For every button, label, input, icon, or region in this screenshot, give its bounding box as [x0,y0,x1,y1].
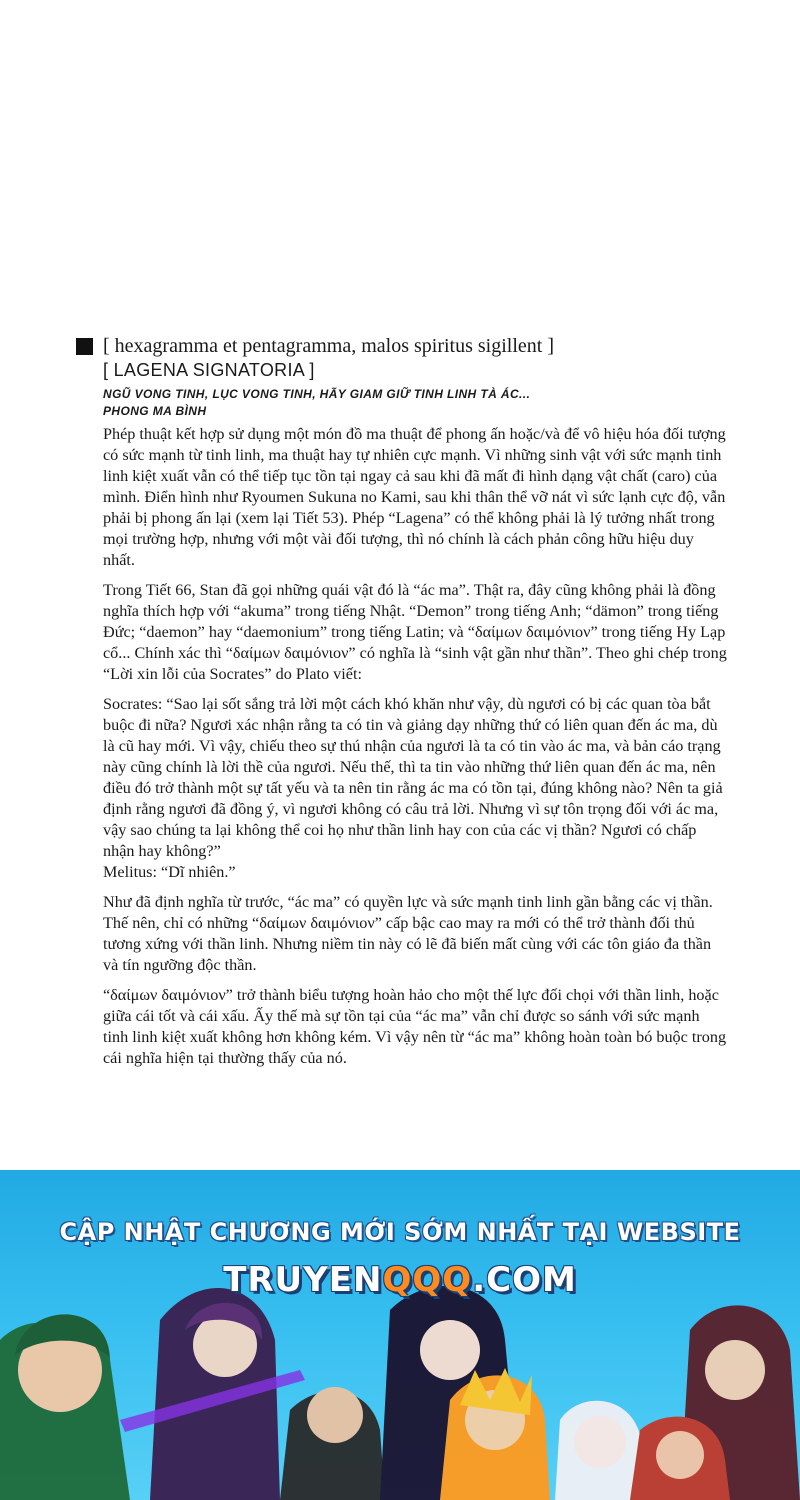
paragraph: Như đã định nghĩa từ trước, “ác ma” có quyền lực và sức mạnh tinh linh gần bằng các vị thần. Thế nên, chỉ có những “δαίμων δαιμόνιον” cấp bậc cao may ra mới có thể trở thành đối thủ tương xứng với thần linh. Nhưng niềm tin này có lẽ đã biến mất cùng với các tôn giáo đa thần và tín ngưỡng độc thần. [103,893,713,974]
paragraph: Trong Tiết 66, Stan đã gọi những quái vật đó là “ác ma”. Thật ra, đây cũng không phải là đồng nghĩa thích hợp với “akuma” trong tiếng Nhật. “Demon” trong tiếng Anh; “dämon” trong tiếng Đức; “daemon” hay “daemonium” trong tiếng Latin; và “δαίμων δαιμόνιον” trong tiếng Hy Lạp cổ... Chính xác thì “δαίμων δαιμόνιον” có nghĩa là “sinh vật gần như thần”. Theo ghi chép trong “Lời xin lỗi của Socrates” do Plato viết: [103,581,727,683]
note-heading [76,334,728,358]
paragraph: “δαίμων δαιμόνιον” trở thành biểu tượng hoàn hảo cho một thế lực đối chọi với thần linh, hoặc giữa cái tốt và cái xấu. Ấy thế mà sự tồn tại của “ác ma” vẫn chỉ được so sánh với sức mạnh tinh linh kiệt xuất không hơn không kém. Vì vậy nên từ “ác ma” không hoàn toàn bó buộc trong cái nghĩa hiện tại thường thấy của nó. [103,986,727,1067]
note-body [103,424,728,1069]
site-logo[interactable] [0,1260,800,1300]
promo-banner[interactable] [0,1170,800,1500]
latin-heading: [ hexagramma et pentagramma, malos spiritus sigillent ] [103,335,554,357]
spell-subtitle-line2: PHONG MA BÌNH [103,404,207,418]
glossary-note [76,334,728,1078]
site-logo-part1: TRUYEN [223,1260,383,1300]
site-logo-part3: .COM [472,1260,577,1300]
paragraph: Socrates: “Sao lại sốt sắng trả lời một cách khó khăn như vậy, dù ngươi có bị các quan tòa bắt buộc đi nữa? Ngươi xác nhận rằng ta có tin và giảng dạy những thứ có liên quan đến ác ma, dù là cũ hay mới. Vì vậy, chiếu theo sự thú nhận của ngươi là ta có tin vào ác ma, và bản cáo trạng này cũng chính là lời thề của ngươi. Nếu thế, thì ta tin vào những thứ liên quan đến ác ma, nên điều đó trở thành một sự tất yếu và ta nên tin rằng ác ma có tồn tại, đúng không nào? Nên ta giả định rằng ngươi đã đồng ý, vì ngươi không có câu trả lời. Nhưng vì sự tôn trọng đối với ác ma, vậy sao chúng ta lại không thể coi họ như thần linh hay con của các vị thần? Ngươi có chấp nhận hay không?” [103,695,723,860]
paragraph: Phép thuật kết hợp sử dụng một món đồ ma thuật để phong ấn hoặc/và để vô hiệu hóa đối tượng có sức mạnh từ tinh linh, ma thuật hay tự nhiên cực mạnh. Vì những sinh vật với sức mạnh tinh linh kiệt xuất vẫn có thể tiếp tục tồn tại ngay cả sau khi đã mất đi hình dạng vật chất (caro) của mình. Điển hình như Ryoumen Sukuna no Kami, sau khi thân thể vỡ nát vì sức lạnh cực độ, vẫn phải bị phong ấn lại (xem lại Tiết 53). Phép “Lagena” có thể không phải là lý tưởng nhất trong mọi trường hợp, nhưng với một vài đối tượng, thì nó chính là cách phản công hữu hiệu duy nhất. [103,425,726,569]
site-logo-part2: QQQ [382,1260,473,1300]
bullet-square-icon [76,338,93,355]
paragraph: Melitus: “Dĩ nhiên.” [103,863,236,881]
spell-subtitle-line1: NGŨ VONG TINH, LỤC VONG TINH, HÃY GIAM GIỮ TINH LINH TÀ ÁC... [103,387,531,401]
banner-headline: CẬP NHẬT CHƯƠNG MỚI SỚM NHẤT TẠI WEBSITE [59,1218,741,1246]
spell-title: [ LAGENA SIGNATORIA ] [103,360,315,380]
